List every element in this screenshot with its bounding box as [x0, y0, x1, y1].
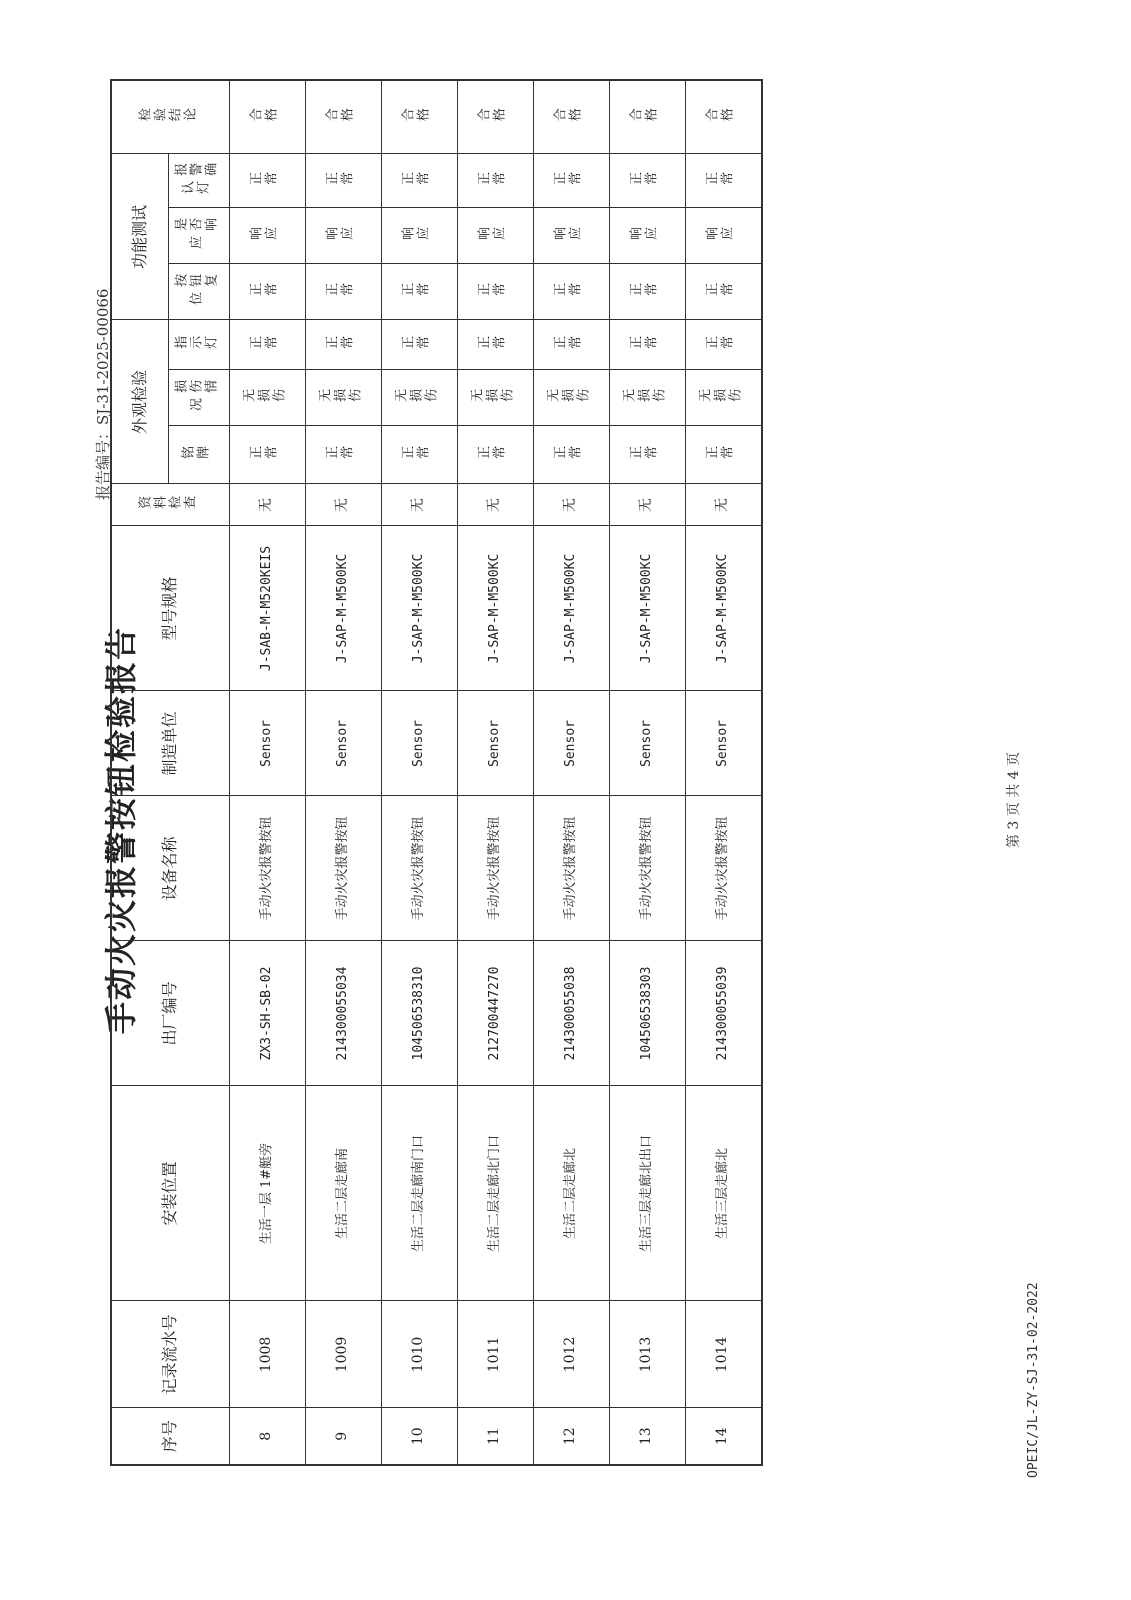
- response-cell: 响应: [533, 208, 609, 264]
- indicator-cell: 正常: [685, 320, 762, 370]
- seq-cell: 11: [457, 1408, 533, 1465]
- manufacturer-cell: Sensor: [381, 691, 457, 796]
- damage-cell: 无损伤: [381, 370, 457, 426]
- nameplate-cell: 正常: [685, 426, 762, 484]
- location-cell: 生活二层走廊北门口: [457, 1086, 533, 1301]
- serial-cell: 212700447270: [457, 941, 533, 1086]
- header-seq: 序号: [111, 1408, 229, 1465]
- header-record-no: 记录流水号: [111, 1301, 229, 1408]
- nameplate-cell: 正常: [533, 426, 609, 484]
- device-cell: 手动火灾报警按钮: [609, 796, 685, 941]
- response-cell: 响应: [457, 208, 533, 264]
- reset-cell: 正常: [457, 264, 533, 320]
- model-cell: J-SAP-M-M500KC: [533, 526, 609, 691]
- serial-cell: 104506538310: [381, 941, 457, 1086]
- header-conclusion: 检验结论: [111, 80, 229, 154]
- serial-cell: 214300055038: [533, 941, 609, 1086]
- manufacturer-cell: Sensor: [533, 691, 609, 796]
- model-cell: J-SAP-M-M500KC: [457, 526, 533, 691]
- table-row: [457, 80, 533, 1465]
- model-cell: J-SAP-M-M500KC: [609, 526, 685, 691]
- alarm-confirm-cell: 正常: [381, 154, 457, 208]
- response-cell: 响应: [229, 208, 305, 264]
- model-cell: J-SAP-M-M500KC: [685, 526, 762, 691]
- docs-cell: 无: [305, 484, 381, 526]
- seq-cell: 8: [229, 1408, 305, 1465]
- docs-cell: 无: [685, 484, 762, 526]
- alarm-confirm-cell: 正常: [533, 154, 609, 208]
- damage-cell: 无损伤: [685, 370, 762, 426]
- reset-cell: 正常: [305, 264, 381, 320]
- model-cell: J-SAP-M-M500KC: [381, 526, 457, 691]
- conclusion-cell: 合格: [381, 80, 457, 154]
- device-cell: 手动火灾报警按钮: [305, 796, 381, 941]
- manufacturer-cell: Sensor: [305, 691, 381, 796]
- reset-cell: 正常: [229, 264, 305, 320]
- nameplate-cell: 正常: [229, 426, 305, 484]
- indicator-cell: 正常: [381, 320, 457, 370]
- header-damage: 损伤情况: [169, 370, 230, 426]
- header-serial: 出厂编号: [111, 941, 229, 1086]
- model-cell: J-SAB-M-M520KEIS: [229, 526, 305, 691]
- record-no-cell: 1011: [457, 1301, 533, 1408]
- conclusion-cell: 合格: [229, 80, 305, 154]
- nameplate-cell: 正常: [609, 426, 685, 484]
- docs-cell: 无: [609, 484, 685, 526]
- response-cell: 响应: [305, 208, 381, 264]
- location-cell: 生活二层走廊南: [305, 1086, 381, 1301]
- header-location: 安装位置: [111, 1086, 229, 1301]
- nameplate-cell: 正常: [305, 426, 381, 484]
- alarm-confirm-cell: 正常: [685, 154, 762, 208]
- manufacturer-cell: Sensor: [457, 691, 533, 796]
- serial-cell: 104506538303: [609, 941, 685, 1086]
- header-alarm-confirm: 报警确认灯: [169, 154, 230, 208]
- reset-cell: 正常: [685, 264, 762, 320]
- damage-cell: 无损伤: [609, 370, 685, 426]
- reset-cell: 正常: [381, 264, 457, 320]
- seq-cell: 12: [533, 1408, 609, 1465]
- record-no-cell: 1008: [229, 1301, 305, 1408]
- header-row-1: [111, 80, 169, 1465]
- model-cell: J-SAP-M-M500KC: [305, 526, 381, 691]
- header-function: 功能测试: [111, 154, 169, 320]
- conclusion-cell: 合格: [685, 80, 762, 154]
- table-row: [305, 80, 381, 1465]
- damage-cell: 无损伤: [533, 370, 609, 426]
- table-row: [609, 80, 685, 1465]
- table-row: [533, 80, 609, 1465]
- inspection-table: [110, 79, 763, 1466]
- manufacturer-cell: Sensor: [609, 691, 685, 796]
- location-cell: 生活三层走廊北出口: [609, 1086, 685, 1301]
- reset-cell: 正常: [609, 264, 685, 320]
- header-reset: 按钮复位: [169, 264, 230, 320]
- header-indicator: 指示灯: [169, 320, 230, 370]
- table-row: [685, 80, 762, 1465]
- conclusion-cell: 合格: [533, 80, 609, 154]
- manufacturer-cell: Sensor: [229, 691, 305, 796]
- device-cell: 手动火灾报警按钮: [229, 796, 305, 941]
- device-cell: 手动火灾报警按钮: [685, 796, 762, 941]
- record-no-cell: 1013: [609, 1301, 685, 1408]
- alarm-confirm-cell: 正常: [229, 154, 305, 208]
- seq-cell: 14: [685, 1408, 762, 1465]
- docs-cell: 无: [533, 484, 609, 526]
- alarm-confirm-cell: 正常: [457, 154, 533, 208]
- location-cell: 生活三层走廊北: [685, 1086, 762, 1301]
- response-cell: 响应: [381, 208, 457, 264]
- table-row: [381, 80, 457, 1465]
- header-manufacturer: 制造单位: [111, 691, 229, 796]
- indicator-cell: 正常: [305, 320, 381, 370]
- alarm-confirm-cell: 正常: [305, 154, 381, 208]
- record-no-cell: 1014: [685, 1301, 762, 1408]
- header-appearance: 外观检验: [111, 320, 169, 484]
- conclusion-cell: 合格: [305, 80, 381, 154]
- serial-cell: ZX3-SH-SB-02: [229, 941, 305, 1086]
- location-cell: 生活一层 1#艇旁: [229, 1086, 305, 1301]
- nameplate-cell: 正常: [381, 426, 457, 484]
- seq-cell: 13: [609, 1408, 685, 1465]
- docs-cell: 无: [457, 484, 533, 526]
- header-device: 设备名称: [111, 796, 229, 941]
- header-nameplate: 铭牌: [169, 426, 230, 484]
- record-no-cell: 1010: [381, 1301, 457, 1408]
- response-cell: 响应: [685, 208, 762, 264]
- seq-cell: 9: [305, 1408, 381, 1465]
- manufacturer-cell: Sensor: [685, 691, 762, 796]
- response-cell: 响应: [609, 208, 685, 264]
- docs-cell: 无: [381, 484, 457, 526]
- alarm-confirm-cell: 正常: [609, 154, 685, 208]
- indicator-cell: 正常: [533, 320, 609, 370]
- damage-cell: 无损伤: [305, 370, 381, 426]
- indicator-cell: 正常: [609, 320, 685, 370]
- header-response: 是否响应: [169, 208, 230, 264]
- conclusion-cell: 合格: [609, 80, 685, 154]
- serial-cell: 214300055034: [305, 941, 381, 1086]
- damage-cell: 无损伤: [229, 370, 305, 426]
- device-cell: 手动火灾报警按钮: [457, 796, 533, 941]
- form-code: OPEIC/JL-ZY-SJ-31-02-2022: [1026, 1282, 1041, 1478]
- docs-cell: 无: [229, 484, 305, 526]
- page-footer: 第 3 页 共 4 页: [1006, 751, 1022, 849]
- seq-cell: 10: [381, 1408, 457, 1465]
- serial-cell: 214300055039: [685, 941, 762, 1086]
- nameplate-cell: 正常: [457, 426, 533, 484]
- damage-cell: 无损伤: [457, 370, 533, 426]
- report-number: 报告编号：SJ-31-2025-00066: [94, 288, 112, 500]
- location-cell: 生活二层走廊北: [533, 1086, 609, 1301]
- device-cell: 手动火灾报警按钮: [381, 796, 457, 941]
- header-model: 型号规格: [111, 526, 229, 691]
- table-row: [229, 80, 305, 1465]
- record-no-cell: 1009: [305, 1301, 381, 1408]
- indicator-cell: 正常: [457, 320, 533, 370]
- report-title: 手动火灾报警按钮检验报告: [102, 626, 140, 1035]
- indicator-cell: 正常: [229, 320, 305, 370]
- conclusion-cell: 合格: [457, 80, 533, 154]
- header-docs: 资料检查: [111, 484, 229, 526]
- device-cell: 手动火灾报警按钮: [533, 796, 609, 941]
- record-no-cell: 1012: [533, 1301, 609, 1408]
- location-cell: 生活二层走廊南门口: [381, 1086, 457, 1301]
- reset-cell: 正常: [533, 264, 609, 320]
